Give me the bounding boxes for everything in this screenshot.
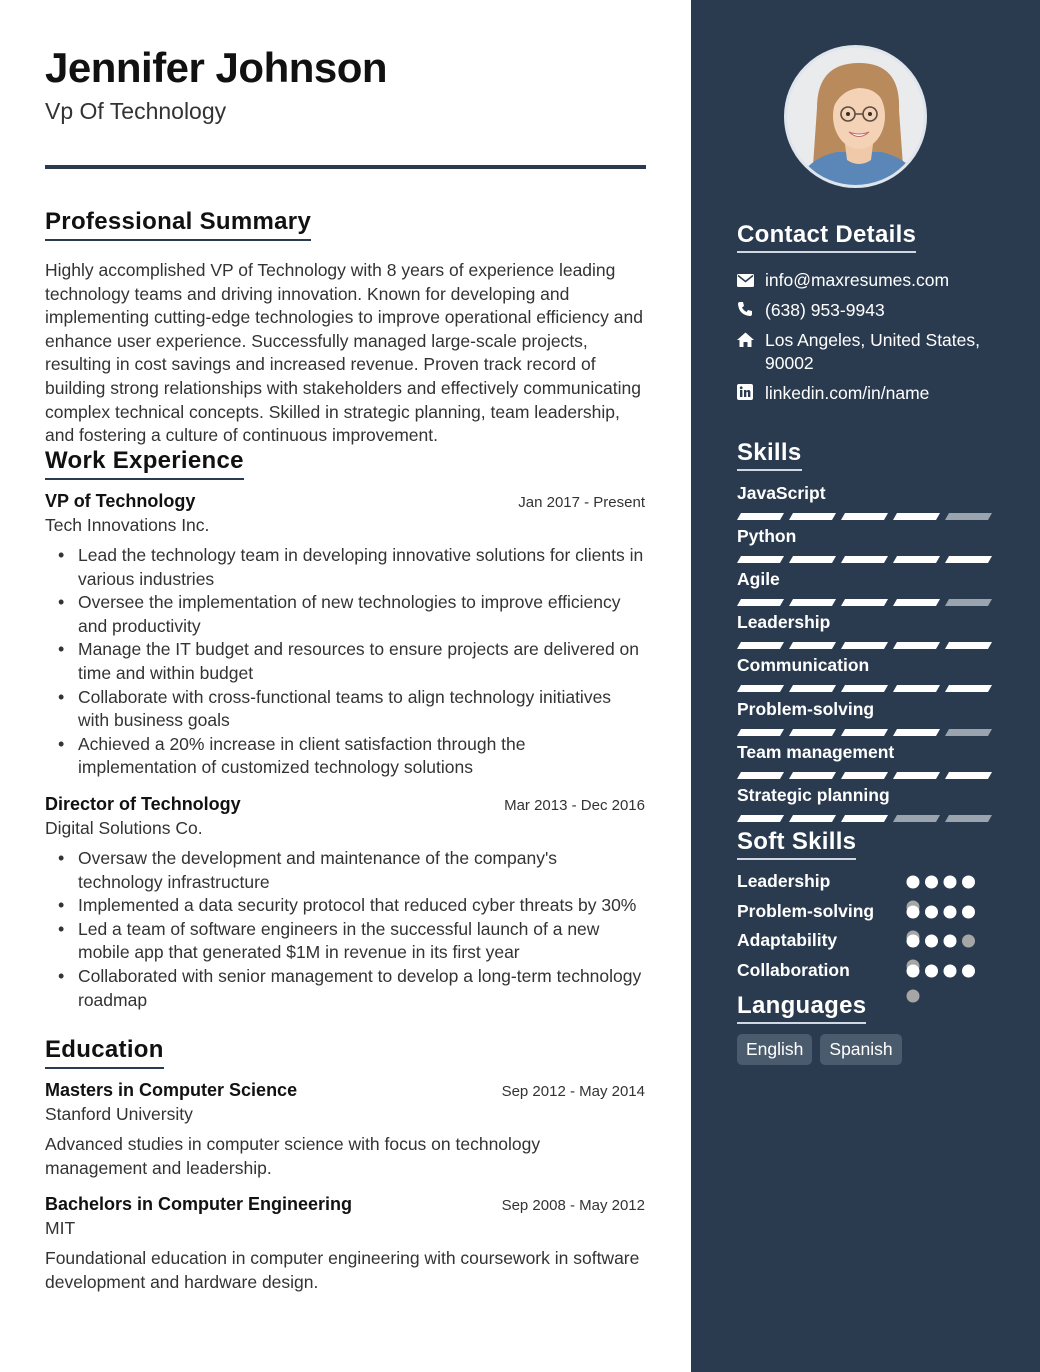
job-bullet: • Lead the technology team in developing innovative solutions for clients in various industries	[45, 544, 645, 591]
skills-heading: Skills	[737, 439, 802, 471]
skill-level-segment	[789, 815, 836, 822]
soft-skill-dot	[944, 905, 957, 918]
job-role: VP of Technology	[45, 491, 196, 511]
skill-level-segment	[789, 513, 836, 520]
job-role: Director of Technology	[45, 794, 241, 814]
job-dates: Mar 2013 - Dec 2016	[504, 797, 645, 814]
skill-level-segment	[893, 642, 940, 649]
experience-heading: Work Experience	[45, 447, 244, 480]
skill-level-segment	[841, 685, 888, 692]
soft-skill-dot	[962, 935, 975, 948]
job-company: Tech Innovations Inc.	[45, 515, 210, 535]
education-dates: Sep 2008 - May 2012	[501, 1197, 645, 1214]
skill-level-segment	[893, 729, 940, 736]
candidate-title: Vp Of Technology	[45, 98, 227, 124]
skill-row	[737, 612, 997, 633]
skill-level-segment	[893, 513, 940, 520]
skill-level-segment	[841, 513, 888, 520]
soft-skill-dot	[925, 935, 938, 948]
skill-level-segment	[945, 556, 992, 563]
skill-level-segment	[945, 685, 992, 692]
contact-linkedin[interactable]	[737, 382, 1007, 405]
languages-list	[737, 1034, 902, 1065]
skill-row	[737, 569, 997, 590]
skill-level-segment	[841, 599, 888, 606]
skill-level-segment	[945, 642, 992, 649]
job-company: Digital Solutions Co.	[45, 818, 203, 838]
skill-level-segment	[737, 642, 784, 649]
soft-skill-name: Problem-solving	[737, 900, 875, 921]
skill-name: Communication	[737, 655, 870, 676]
skill-level-segment	[945, 513, 992, 520]
skill-level-bar	[737, 642, 997, 649]
skill-level-bar	[737, 729, 997, 736]
language-chip: Spanish	[820, 1034, 901, 1065]
contact-phone[interactable]	[737, 299, 1007, 322]
skill-row	[737, 483, 997, 504]
skill-level-segment	[789, 729, 836, 736]
phone-icon	[737, 299, 765, 322]
languages-heading: Languages	[737, 992, 866, 1024]
education-heading: Education	[45, 1036, 164, 1069]
skill-name: Leadership	[737, 612, 831, 633]
summary-heading: Professional Summary	[45, 208, 311, 241]
soft-skill-name: Leadership	[737, 871, 831, 891]
header-divider	[45, 165, 646, 169]
skill-level-segment	[841, 815, 888, 822]
skill-level-bar	[737, 772, 997, 779]
home-icon	[737, 329, 765, 352]
skill-level-segment	[945, 815, 992, 822]
contact-email[interactable]	[737, 269, 1007, 292]
soft-skill-dot	[907, 965, 920, 978]
skill-row	[737, 742, 997, 763]
linkedin-text: linkedin.com/in/name	[765, 383, 930, 403]
skill-level-segment	[893, 599, 940, 606]
contact-heading: Contact Details	[737, 221, 916, 253]
soft-skill-name: Adaptability	[737, 930, 838, 951]
education-description: Advanced studies in computer science with focus on technology management and leadership.	[45, 1134, 541, 1178]
phone-text: (638) 953-9943	[765, 300, 885, 320]
soft-skill-dot	[944, 965, 957, 978]
skill-level-segment	[789, 685, 836, 692]
candidate-name: Jennifer Johnson	[45, 44, 388, 91]
skill-level-bar	[737, 556, 997, 563]
skill-level-segment	[789, 772, 836, 779]
degree: Masters in Computer Science	[45, 1080, 298, 1100]
skill-level-segment	[737, 685, 784, 692]
skill-level-segment	[945, 729, 992, 736]
skill-level-segment	[789, 599, 836, 606]
skill-name: JavaScript	[737, 483, 826, 503]
soft-skill-dot	[962, 965, 975, 978]
soft-skill-name: Collaboration	[737, 960, 850, 981]
skill-level-segment	[841, 556, 888, 563]
skill-level-segment	[737, 815, 784, 822]
skill-name: Problem-solving	[737, 698, 875, 719]
job-bullet: • Oversee the implementation of new technologies to improve efficiency and productivity	[45, 591, 645, 638]
job-bullet: • Oversaw the development and maintenance of the company's technology infrastructure	[45, 847, 645, 894]
job-entry	[45, 794, 645, 1012]
skill-row	[737, 699, 997, 720]
soft-skill-dot	[907, 990, 920, 1003]
skill-level-segment	[737, 599, 784, 606]
contact-address	[737, 329, 1007, 375]
email-text: info@maxresumes.com	[765, 270, 950, 290]
skill-name: Team management	[737, 741, 895, 762]
soft-skill-dots	[906, 964, 986, 1004]
skill-level-segment	[893, 772, 940, 779]
degree: Bachelors in Computer Engineering	[45, 1194, 353, 1214]
job-bullet: • Implemented a data security protocol that reduced cyber threats by 30%	[45, 894, 645, 918]
soft-skill-dot	[944, 935, 957, 948]
education-entry	[45, 1194, 645, 1294]
soft-skills-heading: Soft Skills	[737, 828, 856, 860]
soft-skill-dot	[925, 905, 938, 918]
summary-text: Highly accomplished VP of Technology with 8 years of experience leading technology teams and driving innovation. Known for developing and implementing cutting-edge technologies to improve operational efficiency and enhance user experience. Successfully managed large-scale projects, resulting in cost savings and increased revenue. Proven track record of building strong relationships with stakeholders and effectively communicating complex technical concepts. Skilled in strategic planning, team leadership, and fostering a culture of continuous improvement.	[45, 260, 643, 446]
skill-level-segment	[737, 556, 784, 563]
education-dates: Sep 2012 - May 2014	[501, 1083, 645, 1100]
envelope-icon	[737, 269, 765, 292]
skill-level-segment	[737, 729, 784, 736]
skill-level-bar	[737, 815, 997, 822]
skill-level-segment	[893, 815, 940, 822]
soft-skill-dot	[907, 876, 920, 889]
job-bullet: • Manage the IT budget and resources to ensure projects are delivered on time and within budget	[45, 638, 645, 685]
skill-name: Python	[737, 526, 797, 547]
skill-level-segment	[841, 729, 888, 736]
skill-level-segment	[945, 772, 992, 779]
skill-level-segment	[945, 599, 992, 606]
skill-level-bar	[737, 685, 997, 692]
skill-row	[737, 785, 997, 806]
soft-skill-dot	[925, 876, 938, 889]
avatar-illustration	[787, 48, 927, 188]
skill-level-bar	[737, 599, 997, 606]
job-entry	[45, 491, 645, 780]
job-bullets	[45, 544, 645, 780]
soft-skill-dot	[907, 935, 920, 948]
skill-row	[737, 526, 997, 547]
linkedin-icon	[737, 382, 765, 405]
school: Stanford University	[45, 1104, 193, 1124]
job-bullet: • Collaborated with senior management to develop a long-term technology roadmap	[45, 965, 645, 1012]
profile-photo	[784, 45, 927, 188]
skill-level-segment	[789, 556, 836, 563]
education-entry	[45, 1080, 645, 1180]
skill-level-segment	[789, 642, 836, 649]
skill-name: Agile	[737, 569, 780, 590]
skill-name: Strategic planning	[737, 784, 890, 805]
skill-level-bar	[737, 513, 997, 520]
soft-skill-dot	[925, 965, 938, 978]
soft-skill-dot	[907, 905, 920, 918]
address-text: Los Angeles, United States, 90002	[765, 330, 980, 373]
job-bullet: • Achieved a 20% increase in client satisfaction through the implementation of customized technology solutions	[45, 733, 645, 780]
skill-level-segment	[841, 772, 888, 779]
soft-skill-dot	[962, 876, 975, 889]
skill-level-segment	[841, 642, 888, 649]
school: MIT	[45, 1218, 76, 1238]
soft-skill-dot	[944, 876, 957, 889]
job-bullet: • Led a team of software engineers in the successful launch of a new mobile app that generated $1M in revenue in its first year	[45, 918, 645, 965]
skill-level-segment	[737, 513, 784, 520]
skill-row	[737, 655, 997, 676]
language-chip: English	[737, 1034, 812, 1065]
skill-level-segment	[893, 556, 940, 563]
soft-skill-dot	[962, 905, 975, 918]
job-bullets	[45, 847, 645, 1012]
skill-level-segment	[737, 772, 784, 779]
job-bullet: • Collaborate with cross-functional teams to align technology initiatives with business goals	[45, 686, 645, 733]
job-dates: Jan 2017 - Present	[518, 494, 645, 511]
skill-level-segment	[893, 685, 940, 692]
education-description: Foundational education in computer engineering with coursework in software development and hardware design.	[45, 1248, 640, 1292]
